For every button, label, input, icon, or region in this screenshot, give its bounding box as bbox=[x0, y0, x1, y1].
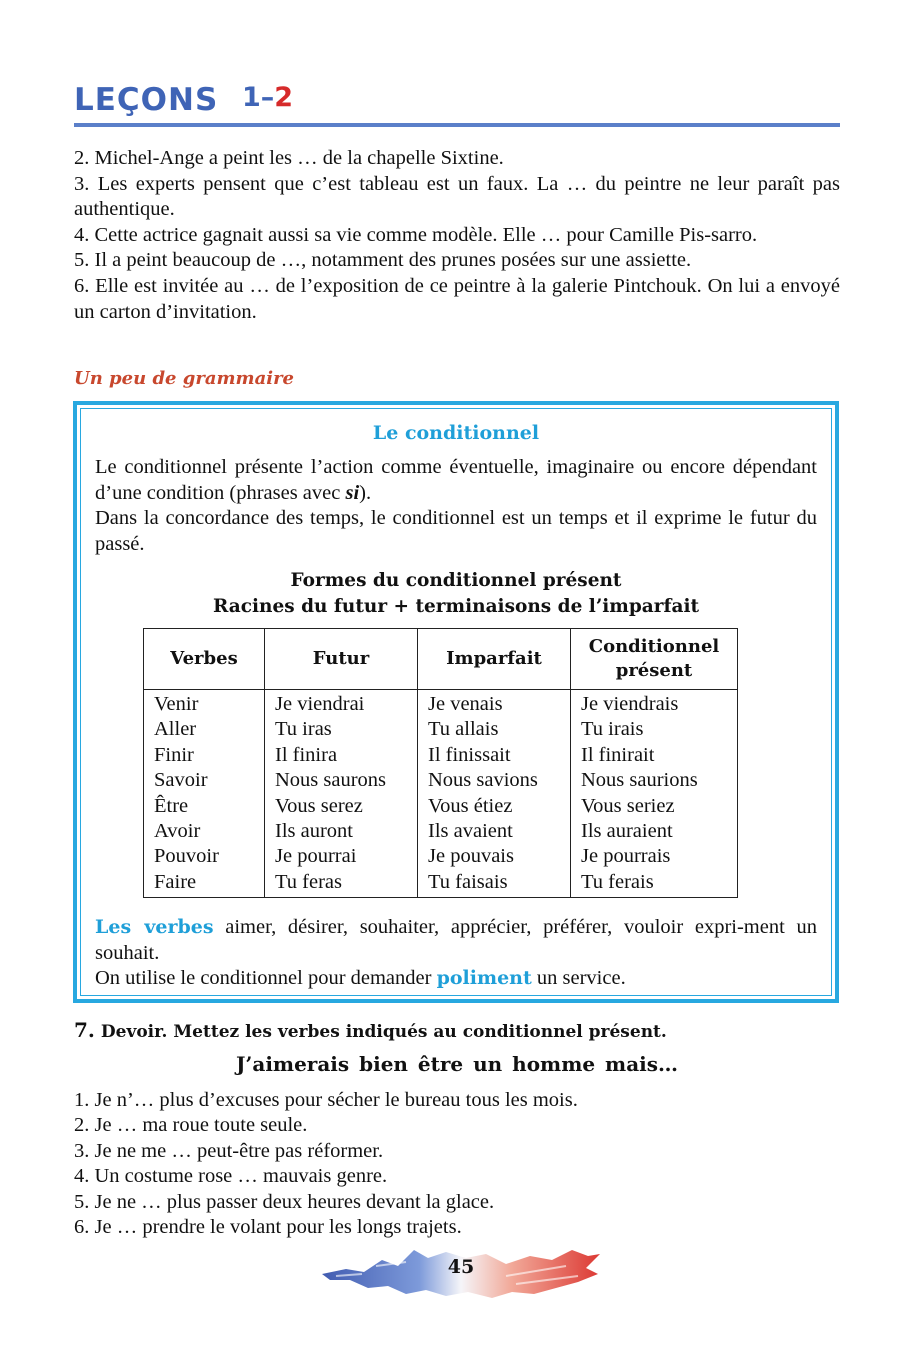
intro-sentences bbox=[74, 146, 840, 325]
table-cell: Aller bbox=[154, 718, 197, 741]
table-cell: Savoir bbox=[154, 769, 208, 792]
exercise-instruction-text: Devoir. Mettez les verbes indiqués au conditionnel présent. bbox=[100, 1022, 667, 1042]
forms-line-1: Formes du conditionnel présent bbox=[290, 570, 622, 591]
intro-item: 5. Il a peint beaucoup de …, notamment des prunes posées sur une assiette. bbox=[74, 249, 692, 272]
grammar-notes bbox=[95, 915, 817, 992]
grammar-box-title: Le conditionnel bbox=[372, 422, 540, 444]
column-verbes bbox=[144, 690, 265, 898]
intro-item: 2. Michel-Ange a peint les … de la chapelle Sixtine. bbox=[74, 147, 504, 169]
intro-item: 6. Elle est invitée au … de l’exposition de ce peintre à la galerie Pintchouk. On lui a envoyé un carton d’invitation. bbox=[74, 274, 840, 323]
page-number: 45 bbox=[447, 1256, 475, 1278]
column-futur bbox=[265, 690, 418, 898]
intro-item: 4. Cette actrice gagnait aussi sa vie comme modèle. Elle … pour Camille Pis-sarro. bbox=[74, 223, 758, 246]
grammar-note-1 bbox=[95, 915, 817, 966]
forms-line-2: Racines du futur + terminaisons de l’imparfait bbox=[212, 595, 700, 617]
grammar-paragraph-1 bbox=[95, 455, 817, 506]
table-cell: Je pourrais bbox=[581, 845, 671, 868]
column-conditionnel bbox=[571, 690, 738, 898]
exercise-instruction bbox=[74, 1018, 840, 1042]
list-item: 5. Je ne … plus passer deux heures devant la glace. bbox=[74, 1190, 495, 1213]
table-cell: Il finissait bbox=[428, 743, 511, 766]
table-cell: Vous seriez bbox=[581, 794, 675, 817]
table-cell: Nous saurions bbox=[581, 769, 698, 792]
para1-text-a: Le conditionnel présente l’action comme éventuelle, imaginaire ou encore dépendant d’une condition (phrases avec bbox=[95, 456, 817, 504]
table-cell: Avoir bbox=[154, 820, 201, 843]
table-cell: Pouvoir bbox=[154, 845, 219, 868]
table-cell: Être bbox=[154, 794, 189, 817]
lesson-number-red: 2 bbox=[274, 82, 294, 113]
lesson-number-prefix: 1– bbox=[242, 82, 275, 113]
column-header-conditionnel: Conditionnel présent bbox=[571, 629, 738, 690]
table-cell: Tu faisais bbox=[428, 870, 508, 893]
list-item: 2. Je … ma roue toute seule. bbox=[74, 1114, 308, 1137]
table-cell: Il finirait bbox=[581, 743, 655, 766]
table-cell: Faire bbox=[154, 870, 197, 893]
page-header bbox=[74, 78, 840, 130]
note-2-text: On utilise le conditionnel pour demander bbox=[95, 967, 437, 990]
list-item: 4. Un costume rose … mauvais genre. bbox=[74, 1165, 388, 1188]
column-imparfait bbox=[418, 690, 571, 898]
table-cell: Tu irais bbox=[581, 718, 644, 741]
table-cell: Je viendrais bbox=[581, 693, 679, 715]
forms-heading bbox=[81, 568, 831, 619]
table-cell: Il finira bbox=[275, 743, 338, 766]
grammar-heading: Un peu de grammaire bbox=[74, 368, 295, 389]
conjugation-table bbox=[143, 628, 738, 898]
table-cell: Nous saurons bbox=[275, 769, 387, 792]
note-2-end: un service. bbox=[531, 967, 626, 990]
column-header-imparfait: Imparfait bbox=[418, 629, 571, 690]
exercise-list bbox=[74, 1088, 840, 1240]
table-cell: Ils auraient bbox=[581, 820, 673, 843]
table-row bbox=[144, 690, 738, 898]
grammar-explanation bbox=[95, 455, 817, 557]
grammar-paragraph-2: Dans la concordance des temps, le conditionnel est un temps et il exprime le futur du passé. bbox=[95, 507, 817, 555]
list-item: 3. Je ne me … peut-être pas réformer. bbox=[74, 1139, 384, 1162]
grammar-note-2 bbox=[95, 966, 817, 992]
grammar-box bbox=[73, 401, 839, 1003]
intro-item: 3. Les experts pensent que c’est tableau est un faux. La … du peintre ne leur paraît pas authentique. bbox=[74, 172, 840, 221]
grammar-box-inner bbox=[80, 408, 832, 996]
table-cell: Venir bbox=[154, 693, 199, 715]
table-cell: Tu allais bbox=[428, 718, 499, 741]
si-keyword: si bbox=[345, 481, 360, 504]
lesson-title: LEÇONS bbox=[74, 82, 219, 118]
table-header-row bbox=[144, 629, 738, 690]
para1-text-b: ). bbox=[359, 481, 372, 504]
table-cell: Je pourrai bbox=[275, 845, 357, 868]
table-cell: Ils avaient bbox=[428, 820, 513, 843]
page-footer bbox=[316, 1236, 606, 1306]
table-cell: Je viendrai bbox=[275, 693, 365, 715]
exercise-subtitle: J’aimerais bien être un homme mais… bbox=[235, 1052, 679, 1076]
table-cell: Vous étiez bbox=[428, 794, 513, 817]
table-cell: Je pouvais bbox=[428, 845, 514, 868]
lesson-number bbox=[242, 82, 293, 113]
table-cell: Nous savions bbox=[428, 769, 538, 792]
table-cell: Ils auront bbox=[275, 820, 353, 843]
column-header-verbes: Verbes bbox=[144, 629, 265, 690]
note-1-text: aimer, désirer, souhaiter, apprécier, préférer, vouloir expri-ment un souhait. bbox=[95, 916, 818, 964]
les-verbes-accent: Les verbes bbox=[95, 916, 214, 938]
exercise-number: 7. bbox=[74, 1018, 95, 1042]
header-rule bbox=[74, 123, 840, 127]
table-cell: Tu ferais bbox=[581, 870, 654, 893]
poliment-accent: poliment bbox=[436, 967, 532, 990]
table-cell: Vous serez bbox=[275, 794, 363, 817]
table-cell: Finir bbox=[154, 743, 194, 766]
column-header-futur: Futur bbox=[265, 629, 418, 690]
table-cell: Je venais bbox=[428, 693, 503, 715]
table-cell: Tu iras bbox=[275, 718, 332, 741]
list-item: 1. Je n’… plus d’excuses pour sécher le bureau tous les mois. bbox=[74, 1089, 578, 1111]
table-cell: Tu feras bbox=[275, 870, 343, 893]
list-item: 6. Je … prendre le volant pour les longs trajets. bbox=[74, 1216, 462, 1239]
